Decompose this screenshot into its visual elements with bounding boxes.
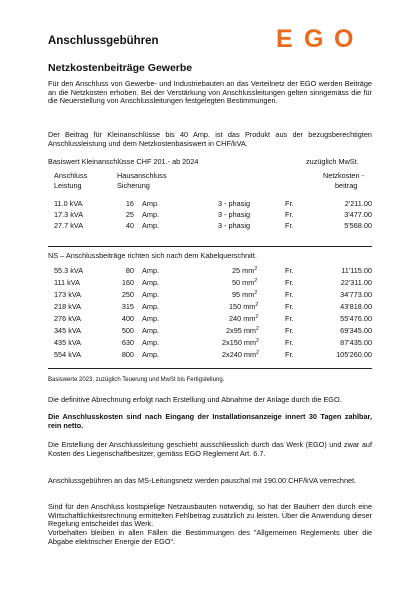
network-expansion-text: Sind für den Anschluss kostspielige Netzausbauten notwendig, so hat der Bauherr den durch eine Wirtschaftlichkeitsrechnung ermittelten Fehlbetrag zusätzlich zu leisten. Über die Anwendung dieser Regelung entscheidet das Werk. [48, 502, 372, 529]
header-beitrag: beitrag [335, 181, 358, 190]
table-row: 17.3 kVA 25 Amp. 3 - phasig Fr. 3'477.00 [54, 210, 372, 219]
header-netzkosten: Netzkosten - [323, 171, 364, 180]
table-row: 554 kVA 800 Amp. 2x240 $mm^2$ Fr. 105'260.00 [54, 350, 372, 359]
table-row: 111 kVA 160 Amp. 50 $mm^2$ Fr. 22'311.00 [54, 278, 372, 287]
page-title: Anschlussgebühren [48, 35, 159, 47]
basis-value: Basiswert Kleinanschlüsse CHF 201.- ab 2024 [48, 157, 199, 166]
table-row: 345 kVA 500 Amp. 2x95 $mm^2$ Fr. 69'345.00 [54, 326, 372, 335]
table-row: 11.0 kVA 16 Amp. 3 - phasig Fr. 2'211.00 [54, 199, 372, 208]
header-anschluss: Anschluss [54, 171, 88, 180]
table-row: 173 kVA 250 Amp. 95 $mm^2$ Fr. 34'773.00 [54, 290, 372, 299]
divider [48, 368, 372, 369]
ego-logo: E G O [276, 25, 354, 53]
table-row: 218 kVA 315 Amp. 150 $mm^2$ Fr. 43'818.00 [54, 302, 372, 311]
table-row: 55.3 kVA 80 Amp. 25 $mm^2$ Fr. 11'115.00 [54, 266, 372, 275]
table-row: 276 kVA 400 Amp. 240 $mm^2$ Fr. 55'476.00 [54, 314, 372, 323]
reservation-text: Vorbehalten bleiben in allen Fällen die Bestimmungen des "Allgemeinen Reglements über die Abgabe elektrischer Energie der EGO". [48, 528, 372, 546]
ms-fee-text: Anschlussgebühren an das MS-Leitungsnetz werden pauschal mit 190.00 CHF/kVA verrechnet. [48, 476, 357, 485]
vat-note: zuzüglich MwSt. [306, 157, 359, 166]
intro-paragraph: Für den Anschluss von Gewerbe- und Industriebauten an das Verteilnetz der EGO werden Beiträge an die Netzkosten erhoben. Bei der Verstärkung von Anschlussleitungen gelten sinngemäss die für die Neuerstellung von Anschlussleitungen festgelegten Bestimmungen. [48, 79, 372, 106]
table-row: 435 kVA 630 Amp. 2x150 $mm^2$ Fr. 87'435.00 [54, 338, 372, 347]
header-sicherung: Sicherung [117, 181, 150, 190]
divider [48, 246, 372, 247]
header-leistung: Leistung [54, 181, 82, 190]
header-hausanschluss: Hausanschluss [117, 171, 167, 180]
footnote: Basiswerte 2023, zuzüglich Teuerung und MwSt bis Fertigstellung. [48, 377, 225, 383]
construction-text: Die Erstellung der Anschlussleitung geschieht ausschliesslich durch das Werk (EGO) und zwar auf Kosten des Liegenschaftbesitzer, gemäss EGO Reglement Art. 6.7. [48, 440, 372, 458]
small-connection-paragraph: Der Beitrag für Kleinanschlüsse bis 40 Amp. ist das Produkt aus der bezugsberechtigten Anschlussleistung und dem Netzkostenbasiswert in CHF/kVA. [48, 130, 372, 148]
final-billing-text: Die definitive Abrechnung erfolgt nach Erstellung und Abnahme der Anlage durch die EGO. [48, 395, 342, 404]
table-row: 27.7 kVA 40 Amp. 3 - phasig Fr. 5'568.00 [54, 221, 372, 230]
section-title: Netzkostenbeiträge Gewerbe [48, 62, 193, 74]
ns-title: NS – Anschlussbeiträge richten sich nach dem Kabelquerschnitt. [48, 251, 257, 260]
payment-terms: Die Anschlusskosten sind nach Eingang der Installationsanzeige innert 30 Tagen zahlbar, rein netto. [48, 412, 372, 430]
